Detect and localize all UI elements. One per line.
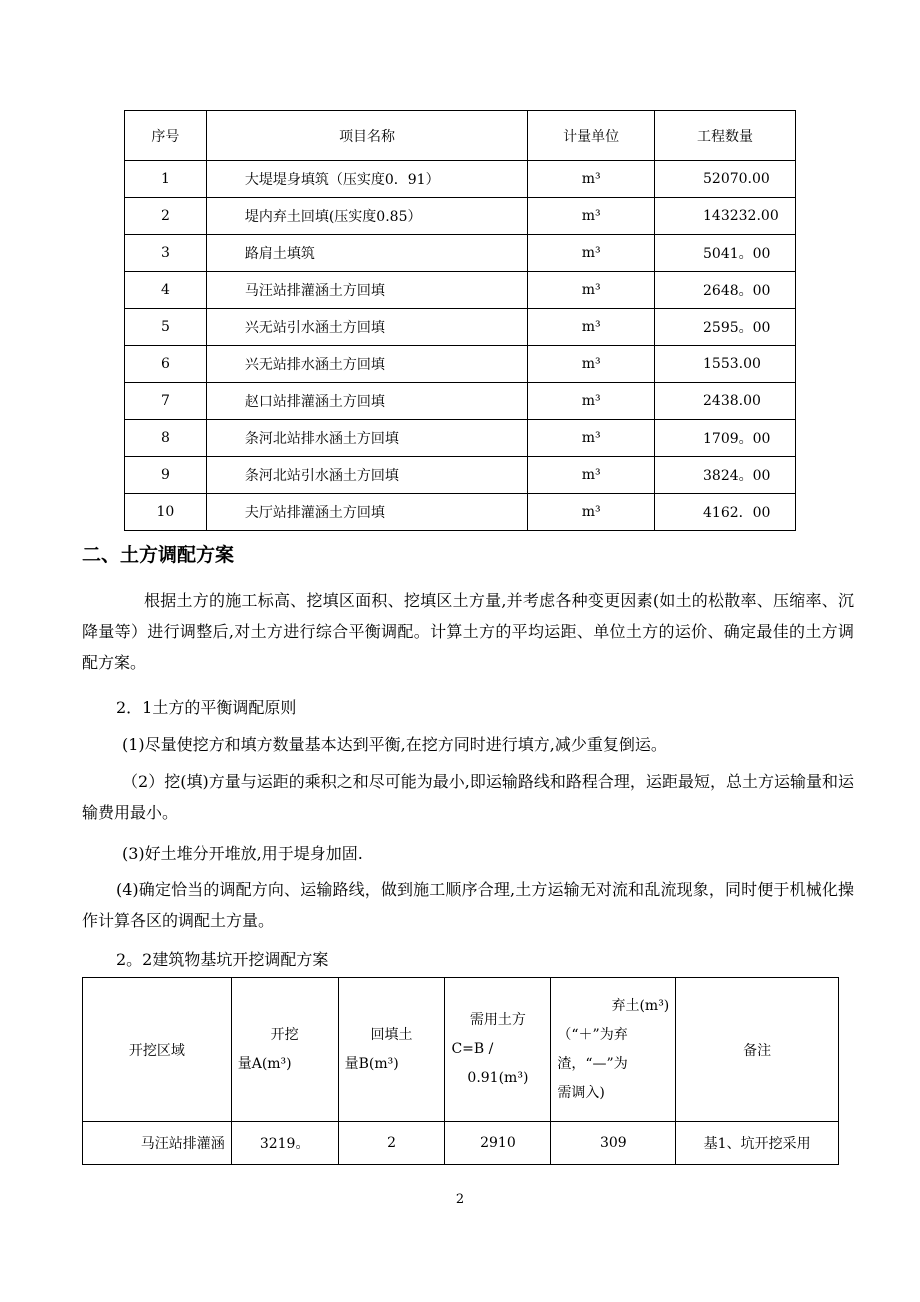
row-unit: m³ [528, 346, 655, 383]
row-unit: m³ [528, 198, 655, 235]
header-need-line3: 0.91(m³) [467, 1070, 529, 1086]
row-no: 1 [125, 161, 207, 198]
row-dig: 3219。 [231, 1122, 338, 1165]
table-row [125, 198, 796, 235]
row-qty: 52070.00 [655, 161, 796, 198]
header-need [445, 978, 551, 1122]
header-note: 备注 [676, 978, 839, 1122]
row-note: 基1、坑开挖采用 [676, 1122, 839, 1165]
row-unit: m³ [528, 383, 655, 420]
row-name: 堤内弃土回填(压实度0.85） [206, 198, 527, 235]
header-need-line1: 需用土方 [469, 1012, 526, 1028]
table-row [125, 383, 796, 420]
row-qty: 4162．00 [655, 494, 796, 531]
rule-2: （2）挖(填)方量与运距的乘积之和尽可能为最小,即运输路线和路程合理，运距最短，总土方运输量和运输费用最小。 [82, 772, 854, 822]
row-name: 大堤堤身填筑（压实度0．91） [206, 161, 527, 198]
row-no: 9 [125, 457, 207, 494]
header-no: 序号 [125, 111, 207, 161]
row-no: 6 [125, 346, 207, 383]
row-no: 2 [125, 198, 207, 235]
table-row [125, 161, 796, 198]
table-header-row [125, 111, 796, 161]
row-no: 5 [125, 309, 207, 346]
header-fill-line2: 量B(m³) [344, 1055, 399, 1072]
header-fill-line1: 回填土 [370, 1026, 413, 1043]
header-need-line2: C=B / [451, 1041, 494, 1057]
header-waste [551, 978, 676, 1122]
row-unit: m³ [528, 457, 655, 494]
page-number: 2 [455, 1192, 465, 1207]
header-dig-line2: 量A(m³) [237, 1055, 292, 1072]
row-qty: 5041。00 [655, 235, 796, 272]
subheading-2-1: 2．1土方的平衡调配原则 [116, 698, 297, 717]
row-qty: 2595。00 [655, 309, 796, 346]
rule-4: (4)确定恰当的调配方向、运输路线，做到施工顺序合理,土方运输无对流和乱流现象，同时便于机械化操作计算各区的调配土方量。 [82, 880, 854, 930]
row-qty: 3824。00 [655, 457, 796, 494]
row-qty: 143232.00 [655, 198, 796, 235]
header-name: 项目名称 [206, 111, 527, 161]
row-name: 条河北站排水涵土方回填 [206, 420, 527, 457]
row-unit: m³ [528, 161, 655, 198]
row-no: 8 [125, 420, 207, 457]
table-row [125, 309, 796, 346]
header-waste-line3: 渣，“—”为 [557, 1055, 628, 1072]
row-name: 兴无站排水涵土方回填 [206, 346, 527, 383]
row-name: 马汪站排灌涵土方回填 [206, 272, 527, 309]
row-no: 10 [125, 494, 207, 531]
table-row [125, 494, 796, 531]
header-dig [231, 978, 338, 1122]
header-area: 开挖区域 [83, 978, 232, 1122]
table-row [125, 420, 796, 457]
table-header-row [83, 978, 839, 1122]
quantity-table [124, 110, 796, 531]
header-waste-line4: 需调入) [557, 1084, 605, 1101]
table-row [125, 457, 796, 494]
row-unit: m³ [528, 494, 655, 531]
subheading-2-2: 2。2建筑物基坑开挖调配方案 [116, 950, 329, 969]
table-row [125, 235, 796, 272]
row-area: 马汪站排灌涵 [83, 1122, 232, 1165]
row-name: 赵口站排灌涵土方回填 [206, 383, 527, 420]
intro-paragraph: 根据土方的施工标高、挖填区面积、挖填区土方量,并考虑各种变更因素(如土的松散率、压缩率、沉降量等）进行调整后,对土方进行综合平衡调配。计算土方的平均运距、单位土方的运价、确定最佳的土方调配方案。 [82, 591, 854, 672]
row-qty: 2438.00 [655, 383, 796, 420]
section-heading: 二、土方调配方案 [82, 544, 235, 566]
header-dig-line1: 开挖 [270, 1026, 299, 1043]
rule-1: (1)尽量使挖方和填方数量基本达到平衡,在挖方同时进行填方,减少重复倒运。 [122, 735, 667, 754]
row-unit: m³ [528, 420, 655, 457]
row-no: 4 [125, 272, 207, 309]
table-row [125, 272, 796, 309]
header-unit: 计量单位 [528, 111, 655, 161]
header-waste-line1: 弃土(m³) [611, 997, 670, 1014]
row-name: 兴无站引水涵土方回填 [206, 309, 527, 346]
row-qty: 1709。00 [655, 420, 796, 457]
header-qty: 工程数量 [655, 111, 796, 161]
row-name: 路肩土填筑 [206, 235, 527, 272]
row-unit: m³ [528, 235, 655, 272]
table-row [83, 1122, 839, 1165]
row-waste: 309 [551, 1122, 676, 1165]
rule-3: (3)好土堆分开堆放,用于堤身加固. [122, 844, 363, 863]
row-fill: 2 [338, 1122, 445, 1165]
row-no: 3 [125, 235, 207, 272]
row-need: 2910 [445, 1122, 551, 1165]
excavation-table [82, 977, 839, 1165]
row-unit: m³ [528, 272, 655, 309]
row-name: 条河北站引水涵土方回填 [206, 457, 527, 494]
row-no: 7 [125, 383, 207, 420]
header-waste-line2: （“＋”为弃 [557, 1026, 628, 1043]
header-fill [338, 978, 445, 1122]
row-qty: 1553.00 [655, 346, 796, 383]
table-row [125, 346, 796, 383]
row-name: 夫厅站排灌涵土方回填 [206, 494, 527, 531]
row-unit: m³ [528, 309, 655, 346]
row-qty: 2648。00 [655, 272, 796, 309]
